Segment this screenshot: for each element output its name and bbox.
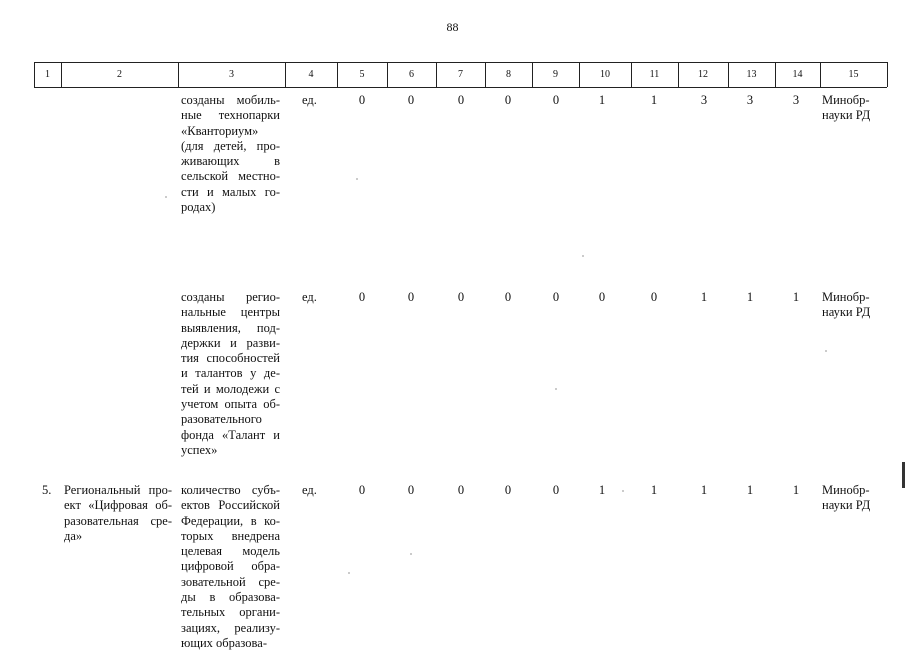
indicator-text-line: успех»	[181, 442, 218, 457]
scan-speck	[356, 178, 358, 180]
row-number: 5.	[42, 483, 52, 497]
column-number: 8	[506, 69, 511, 80]
value-cell: 0	[457, 483, 465, 497]
value-cell: 0	[504, 483, 512, 497]
value-cell: 0	[552, 93, 560, 107]
unit-cell: ед.	[302, 290, 317, 304]
project-name-line: ект «Цифровая об-	[64, 498, 172, 513]
column-number: 15	[848, 69, 859, 80]
scan-speck	[348, 572, 350, 574]
value-cell: 0	[358, 93, 366, 107]
indicator-text-line: тия способностей	[181, 351, 280, 366]
value-cell: 1	[598, 93, 606, 107]
scan-speck	[582, 255, 584, 257]
indicator-text-line: Федерации, в ко-	[181, 513, 280, 528]
value-cell: 0	[457, 93, 465, 107]
responsible-org-line: науки РД	[822, 108, 871, 123]
project-name-line: разовательная сре-	[64, 513, 172, 528]
column-number: 3	[229, 69, 234, 80]
value-cell: 1	[598, 483, 606, 497]
indicators-table	[34, 62, 887, 650]
column-number: 2	[117, 69, 122, 80]
scan-speck	[165, 196, 167, 198]
indicator-text-line: фонда «Талант и	[181, 427, 280, 442]
value-cell: 3	[746, 93, 754, 107]
scan-speck	[555, 388, 557, 390]
indicator-text	[181, 290, 280, 458]
table-top-border	[34, 62, 887, 63]
indicator-text-line: созданы регио-	[181, 290, 280, 304]
indicator-text-line: зовательной сре-	[181, 574, 280, 589]
value-cell: 1	[650, 93, 658, 107]
indicator-text-line: сельской местно-	[181, 169, 280, 184]
indicator-text-line: созданы мобиль-	[181, 93, 280, 107]
value-cell: 1	[650, 483, 658, 497]
column-divider	[887, 62, 888, 87]
indicator-text-line: родах)	[181, 200, 216, 215]
column-number: 14	[792, 69, 803, 80]
column-number: 7	[458, 69, 463, 80]
value-cell: 0	[598, 290, 606, 304]
value-cell: 1	[700, 483, 708, 497]
scan-speck	[622, 490, 624, 492]
value-cell: 1	[746, 483, 754, 497]
value-cell: 0	[504, 93, 512, 107]
value-cell: 0	[552, 290, 560, 304]
column-number: 13	[746, 69, 757, 80]
indicator-text-line: сти и малых го-	[181, 184, 280, 199]
value-cell: 0	[552, 483, 560, 497]
value-cell: 0	[457, 290, 465, 304]
responsible-org-line: Минобр-	[822, 93, 870, 107]
page-number: 88	[446, 20, 459, 34]
column-number: 9	[553, 69, 558, 80]
responsible-org-line: науки РД	[822, 305, 871, 320]
value-cell: 1	[746, 290, 754, 304]
indicator-text-line: ектов Российской	[181, 498, 280, 513]
responsible-org	[822, 93, 878, 124]
indicator-text-line: учетом опыта об-	[181, 397, 280, 412]
indicator-text-line: (для детей, про-	[181, 138, 280, 153]
column-number: 10	[600, 69, 610, 80]
value-cell: 0	[407, 290, 415, 304]
scan-speck	[410, 553, 412, 555]
unit-cell: ед.	[302, 93, 317, 107]
indicator-text-line: «Кванториум»	[181, 123, 259, 138]
indicator-text-line: ющих образова-	[181, 635, 267, 650]
indicator-text-line: торых внедрена	[181, 528, 280, 543]
column-number: 6	[409, 69, 414, 80]
value-cell: 3	[792, 93, 800, 107]
value-cell: 1	[700, 290, 708, 304]
value-cell: 0	[650, 290, 658, 304]
value-cell: 0	[504, 290, 512, 304]
responsible-org	[822, 483, 878, 514]
indicator-text-line: цифровой обра-	[181, 559, 280, 574]
indicator-text-line: тельных органи-	[181, 605, 280, 620]
value-cell: 3	[700, 93, 708, 107]
column-number: 11	[649, 69, 660, 80]
indicator-text-line: зациях, реализу-	[181, 620, 280, 635]
scan-speck	[825, 350, 827, 352]
header-bottom-border	[34, 87, 887, 88]
column-number: 5	[359, 69, 365, 80]
column-number: 1	[45, 69, 50, 80]
value-cell: 0	[358, 483, 366, 497]
indicator-text-line: разовательного	[181, 412, 262, 427]
value-cell: 1	[792, 483, 800, 497]
responsible-org-line: науки РД	[822, 498, 871, 513]
indicator-text-line: целевая модель	[181, 544, 280, 559]
indicator-text-line: и талантов у де-	[181, 366, 280, 381]
value-cell: 1	[792, 290, 800, 304]
indicator-text-line: держки и разви-	[181, 335, 280, 350]
indicator-text	[181, 483, 280, 651]
project-name-line: да»	[64, 528, 83, 543]
indicator-text-line: ные технопарки	[181, 108, 280, 123]
indicator-text-line: тей и молодежи с	[181, 381, 280, 396]
value-cell: 0	[407, 93, 415, 107]
value-cell: 0	[358, 290, 366, 304]
responsible-org-line: Минобр-	[822, 290, 870, 304]
value-cell: 0	[407, 483, 415, 497]
indicator-text-line: живающих в	[181, 154, 280, 169]
responsible-org-line: Минобр-	[822, 483, 870, 497]
column-number: 4	[308, 69, 314, 80]
responsible-org	[822, 290, 878, 321]
column-number: 12	[698, 69, 708, 80]
indicator-text-line: выявления, под-	[181, 320, 280, 335]
indicator-text	[181, 93, 280, 215]
unit-cell: ед.	[302, 483, 317, 497]
indicator-text-line: количество субъ-	[181, 483, 280, 497]
indicator-text-line: нальные центры	[181, 305, 280, 320]
project-name	[64, 483, 172, 544]
indicator-text-line: ды в образова-	[181, 590, 280, 605]
project-name-line: Региональный про-	[64, 483, 172, 497]
